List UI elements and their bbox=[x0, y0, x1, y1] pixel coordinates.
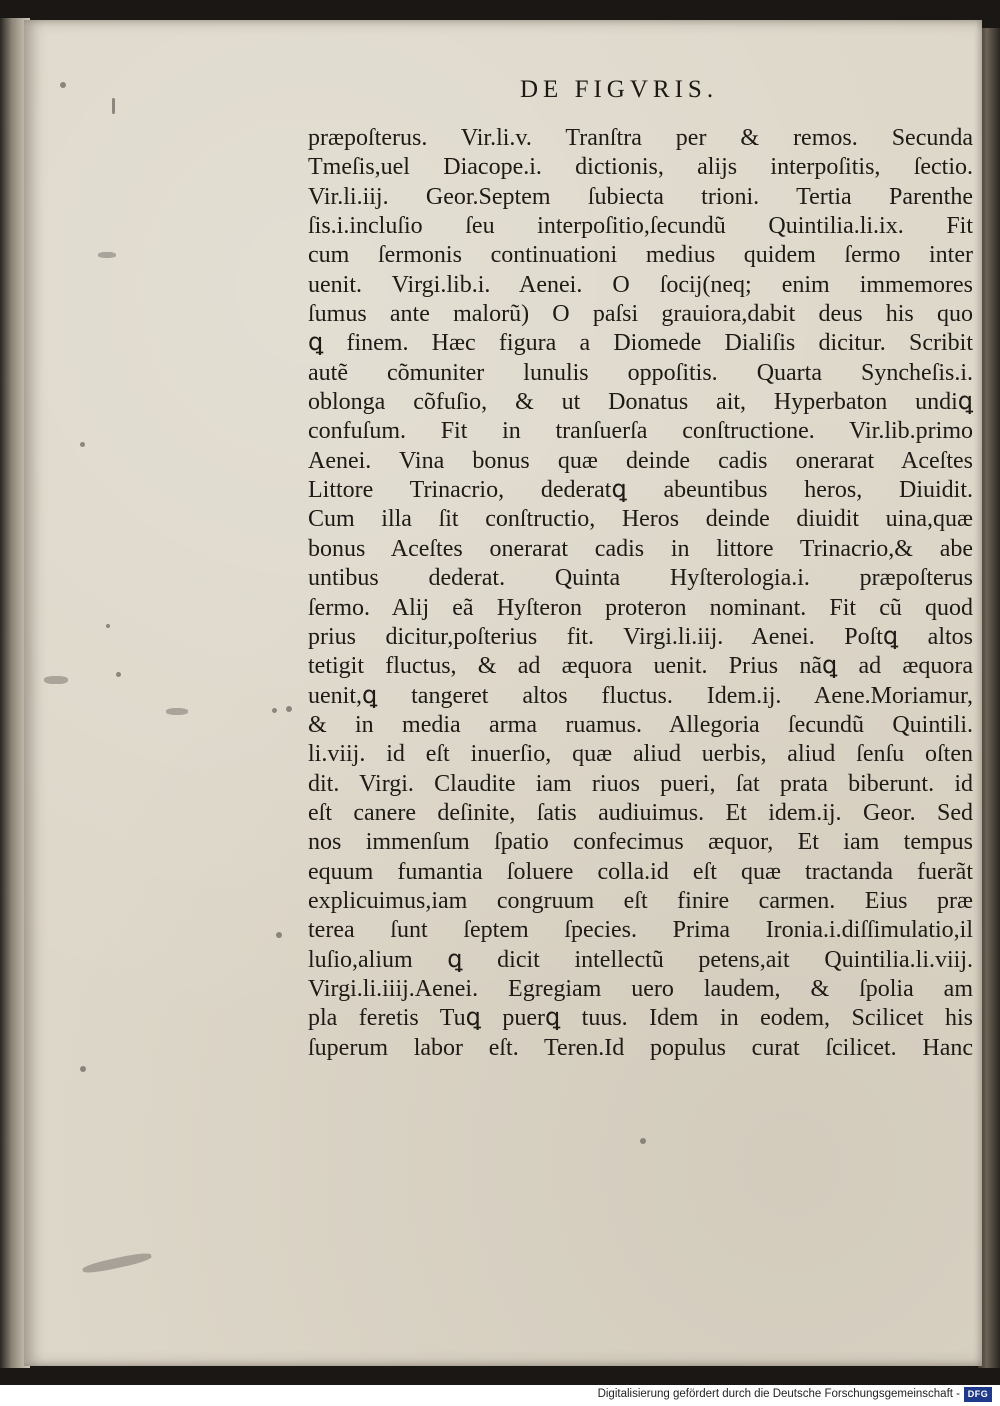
text-line: terea ſunt ſeptem ſpecies. Prima Ironia.i.diſſimulatio,il bbox=[308, 917, 973, 944]
funding-credit: Digitalisierung gefördert durch die Deutsche Forschungsgemeinschaft - bbox=[597, 1388, 960, 1400]
text-line: & in media arma ruamus. Allegoria ſecundũ Quintili. bbox=[308, 711, 973, 738]
dfg-logo: DFG bbox=[964, 1387, 992, 1402]
text-line: Cum illa ſit conſtructio, Heros deinde diuidit uina,quæ bbox=[308, 506, 973, 533]
foxing-spot bbox=[60, 82, 66, 88]
text-line: uenit,ꝗ tangeret altos fluctus. Idem.ij. Aene.Moriamur, bbox=[308, 682, 973, 709]
text-line: ſuperum labor eſt. Teren.Id populus curat ſcilicet. Hanc bbox=[308, 1034, 973, 1061]
text-line: Tmeſis,uel Diacope.i. dictionis, alijs interpoſitis, ſectio. bbox=[308, 154, 973, 181]
foxing-spot bbox=[276, 932, 282, 938]
text-line: Littore Trinacrio, dederatꝗ abeuntibus heros, Diuidit. bbox=[308, 477, 973, 504]
text-line: ſermo. Alij eã Hyſteron proteron nominant. Fit cũ quod bbox=[308, 594, 973, 621]
running-head-text: DE FIGVRIS. bbox=[520, 76, 719, 103]
digitization-footer bbox=[0, 1385, 1000, 1406]
foxing-spot bbox=[112, 98, 115, 114]
text-line: luſio,alium ꝗ dicit intellectũ petens,ait Quintilia.li.viij. bbox=[308, 946, 973, 973]
foxing-spot bbox=[116, 672, 121, 677]
text-line: prius dicitur,poſterius fit. Virgi.li.iij. Aenei. Poſtꝗ altos bbox=[308, 623, 973, 650]
text-line: tetigit fluctus, & ad æquora uenit. Prius nãꝗ ad æquora bbox=[308, 653, 973, 680]
stain-mark bbox=[82, 1251, 153, 1275]
text-line: ſis.i.incluſio ſeu interpoſitio,ſecundũ Quintilia.li.ix. Fit bbox=[308, 213, 973, 240]
text-line: untibus dederat. Quinta Hyſterologia.i. præpoſterus bbox=[308, 565, 973, 592]
text-line: ꝗ finem. Hæc figura a Diomede Dialiſis dicitur. Scribit bbox=[308, 330, 973, 357]
text-line: ſumus ante malorũ) O paſsi grauiora,dabit deus his quo bbox=[308, 301, 973, 328]
book-page bbox=[24, 20, 982, 1366]
text-line: bonus Aceſtes onerarat cadis in littore Trinacrio,& abe bbox=[308, 535, 973, 562]
text-line: nos immenſum ſpatio confecimus æquor, Et iam tempus bbox=[308, 829, 973, 856]
foxing-spot bbox=[640, 1138, 646, 1144]
text-line: oblonga cõfuſio, & ut Donatus ait, Hyperbaton undiꝗ bbox=[308, 389, 973, 416]
text-line: explicuimus,iam congruum eſt finire carmen. Eius præ bbox=[308, 887, 973, 914]
text-line: præpoſterus. Vir.li.v. Tranſtra per & remos. Secunda bbox=[308, 125, 973, 151]
text-line: eſt canere deſinite, ſatis audiuimus. Et idem.ij. Geor. Sed bbox=[308, 799, 973, 826]
text-line: Virgi.li.iiij.Aenei. Egregiam uero laudem, & ſpolia am bbox=[308, 975, 973, 1002]
foxing-spot bbox=[272, 708, 277, 713]
stain-mark bbox=[166, 708, 188, 715]
text-line: dit. Virgi. Claudite iam riuos pueri, ſat prata biberunt. id bbox=[308, 770, 973, 797]
text-line: cum ſermonis continuationi medius quidem ſermo inter bbox=[308, 242, 973, 269]
text-line: Vir.li.iij. Geor.Septem ſubiecta trioni. Tertia Parenthe bbox=[308, 183, 973, 210]
foxing-spot bbox=[80, 1066, 86, 1072]
text-line: autẽ cõmuniter lunulis oppoſitis. Quarta Syncheſis.i. bbox=[308, 359, 973, 386]
stain-mark bbox=[44, 676, 68, 684]
foxing-spot bbox=[80, 442, 85, 447]
text-line: equum fumantia ſoluere colla.id eſt quæ tractanda fuerãt bbox=[308, 858, 973, 885]
text-line: li.viij. id eſt inuerſio, quæ aliud uerbis, aliud ſenſu oſten bbox=[308, 741, 973, 768]
text-line: Aenei. Vina bonus quæ deinde cadis onerarat Aceſtes bbox=[308, 447, 973, 474]
text-line: pla feretis Tuꝗ puerꝗ tuus. Idem in eodem, Scilicet his bbox=[308, 1005, 973, 1032]
text-line: uenit. Virgi.lib.i. Aenei. O ſocij(neq; enim immemores bbox=[308, 271, 973, 298]
foxing-spot bbox=[106, 624, 110, 628]
text-line: confuſum. Fit in tranſuerſa conſtructione. Vir.lib.primo bbox=[308, 418, 973, 445]
text-block bbox=[308, 124, 973, 1063]
stain-mark bbox=[98, 252, 116, 258]
foxing-spot bbox=[286, 706, 292, 712]
